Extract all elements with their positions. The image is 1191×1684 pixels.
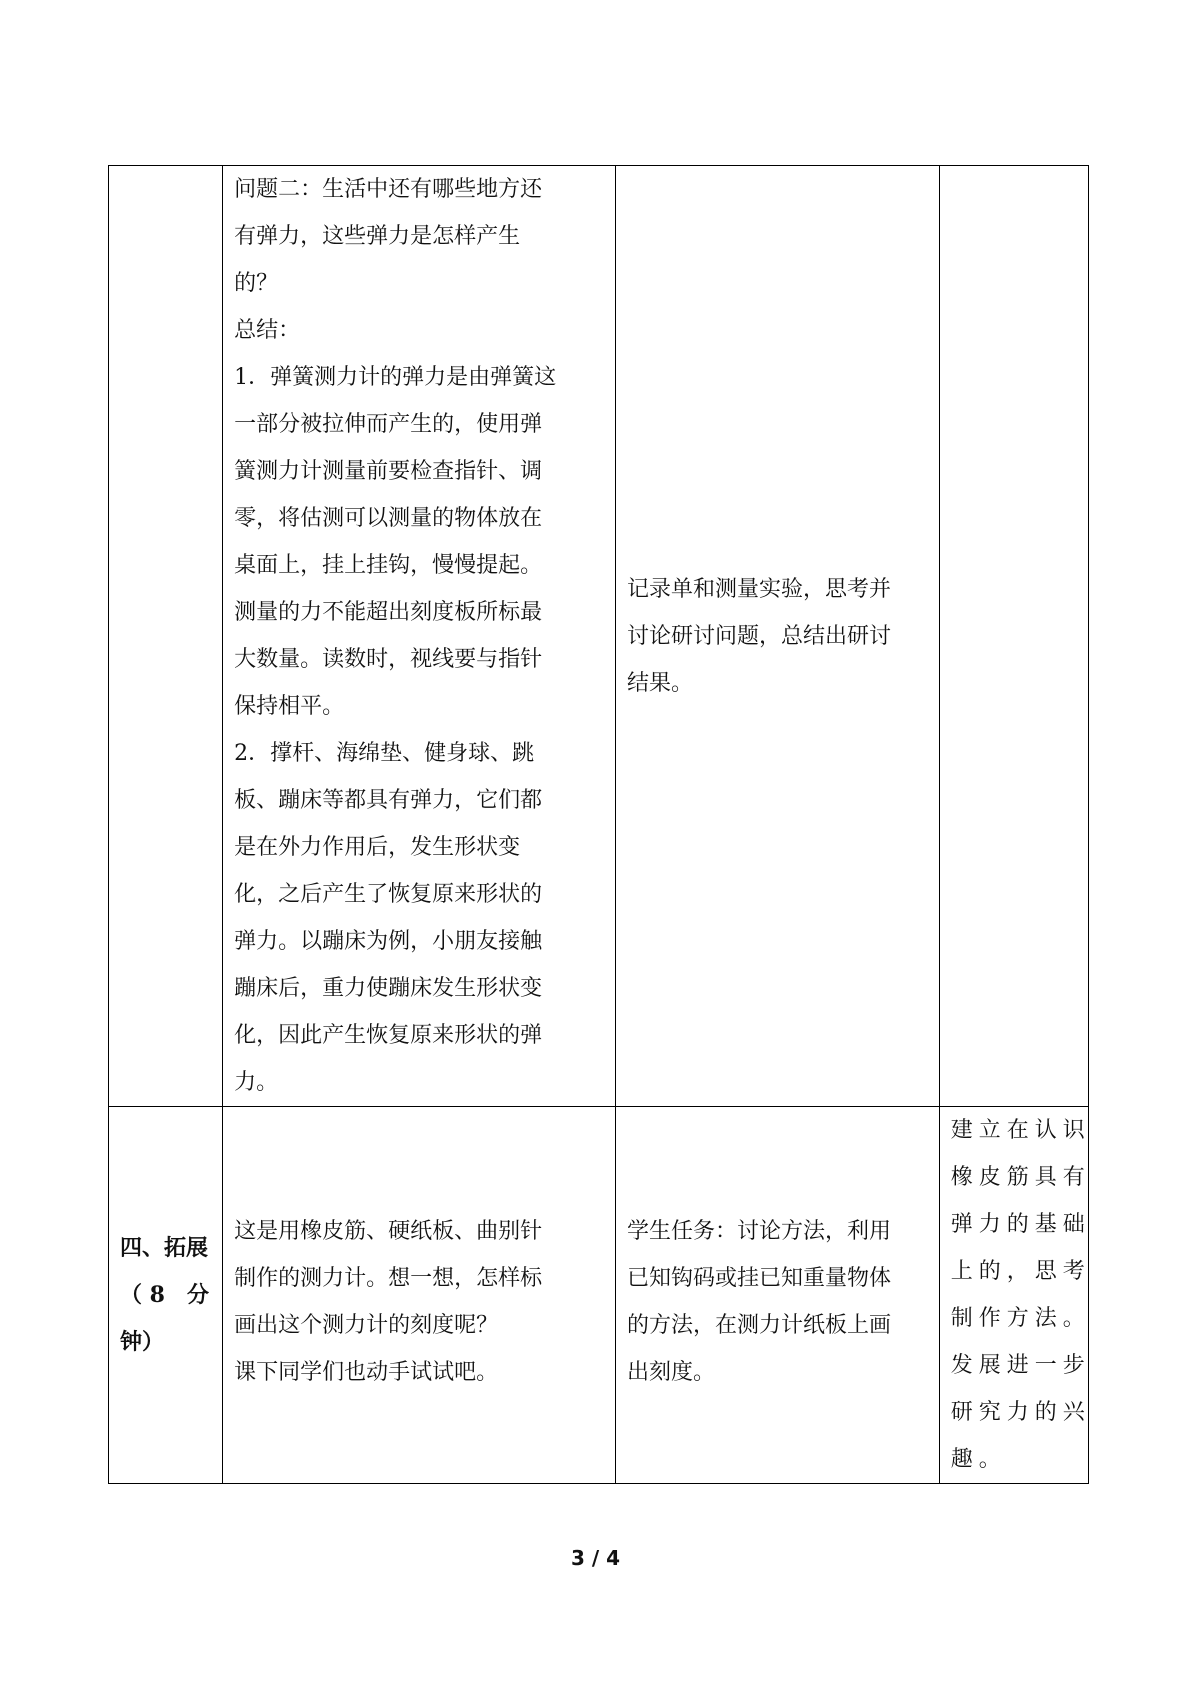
text-line: 趣。 <box>950 1447 1007 1472</box>
text-line: 制作方法。 <box>950 1306 1091 1331</box>
lesson-plan-table <box>108 165 1089 1484</box>
text-line: 弹力的基础 <box>950 1212 1091 1237</box>
text-line: 1．弹簧测力计的弹力是由弹簧这 <box>234 365 557 390</box>
text-line: 化，因此产生恢复原来形状的弹 <box>234 1023 543 1048</box>
text-line: 一部分被拉伸而产生的，使用弹 <box>234 412 543 437</box>
student-activity-cell <box>616 1107 940 1484</box>
text-line: 画出这个测力计的刻度呢？ <box>234 1313 499 1338</box>
text-line: 已知钩码或挂已知重量物体 <box>627 1266 892 1291</box>
text-line: 板、蹦床等都具有弹力，它们都 <box>234 788 543 813</box>
text-line: 记录单和测量实验，思考并 <box>627 576 892 602</box>
teacher-activity-cell <box>223 1107 616 1484</box>
teacher-activity-cell <box>223 166 616 1107</box>
text-line: 学生任务：讨论方法，利用 <box>627 1219 892 1244</box>
text-line: 2．撑杆、海绵垫、健身球、跳 <box>234 741 535 766</box>
text-line: 的？ <box>234 271 279 296</box>
text-line: 讨论研讨问题，总结出研讨 <box>627 623 892 649</box>
design-intent-cell <box>939 1107 1091 1484</box>
stage-label: 钟） <box>120 1328 165 1355</box>
text-line: 有弹力，这些弹力是怎样产生 <box>234 224 521 249</box>
text-line: 这是用橡皮筋、硬纸板、曲别针 <box>234 1219 543 1244</box>
text-line: 化，之后产生了恢复原来形状的 <box>234 882 543 907</box>
text-line: 大数量。读数时，视线要与指针 <box>234 647 543 672</box>
text-line: 零，将估测可以测量的物体放在 <box>234 506 543 531</box>
page-separator: / <box>591 1546 600 1570</box>
stage-cell <box>109 166 223 1107</box>
design-intent-cell <box>939 166 1088 1107</box>
text-line: 出刻度。 <box>627 1360 716 1385</box>
text-line: 发展进一步 <box>950 1353 1091 1378</box>
text-line: 橡皮筋具有 <box>950 1165 1091 1190</box>
current-page: 3 <box>570 1546 585 1570</box>
text-line: 弹力。以蹦床为例，小朋友接触 <box>234 929 543 954</box>
student-activity-cell <box>616 166 940 1107</box>
text-line: 上的，思考 <box>950 1259 1091 1284</box>
text-line: 结果。 <box>627 670 694 696</box>
total-pages: 4 <box>606 1546 621 1570</box>
text-line: 保持相平。 <box>234 694 345 719</box>
stage-cell <box>109 1107 223 1484</box>
text-line: 簧测力计测量前要检查指针、调 <box>234 459 543 484</box>
text-line: 蹦床后，重力使蹦床发生形状变 <box>234 976 543 1001</box>
text-line: 测量的力不能超出刻度板所标最 <box>234 600 543 625</box>
stage-label: 四、拓展 <box>120 1234 209 1261</box>
text-line: 总结： <box>234 318 301 343</box>
text-line: 的方法，在测力计纸板上画 <box>627 1313 892 1338</box>
text-line: 桌面上，挂上挂钩，慢慢提起。 <box>234 553 543 578</box>
table-row <box>109 166 1089 1107</box>
text-line: 建立在认识 <box>950 1118 1091 1143</box>
table-row <box>109 1107 1089 1484</box>
text-line: 力。 <box>234 1070 279 1095</box>
text-line: 问题二：生活中还有哪些地方还 <box>234 177 543 202</box>
text-line: 课下同学们也动手试试吧。 <box>234 1360 499 1385</box>
page-number <box>0 1546 1191 1570</box>
stage-label: （ 8 分 <box>120 1281 209 1308</box>
text-line: 是在外力作用后，发生形状变 <box>234 835 521 860</box>
text-line: 制作的测力计。想一想，怎样标 <box>234 1266 543 1291</box>
text-line: 研究力的兴 <box>950 1400 1091 1425</box>
